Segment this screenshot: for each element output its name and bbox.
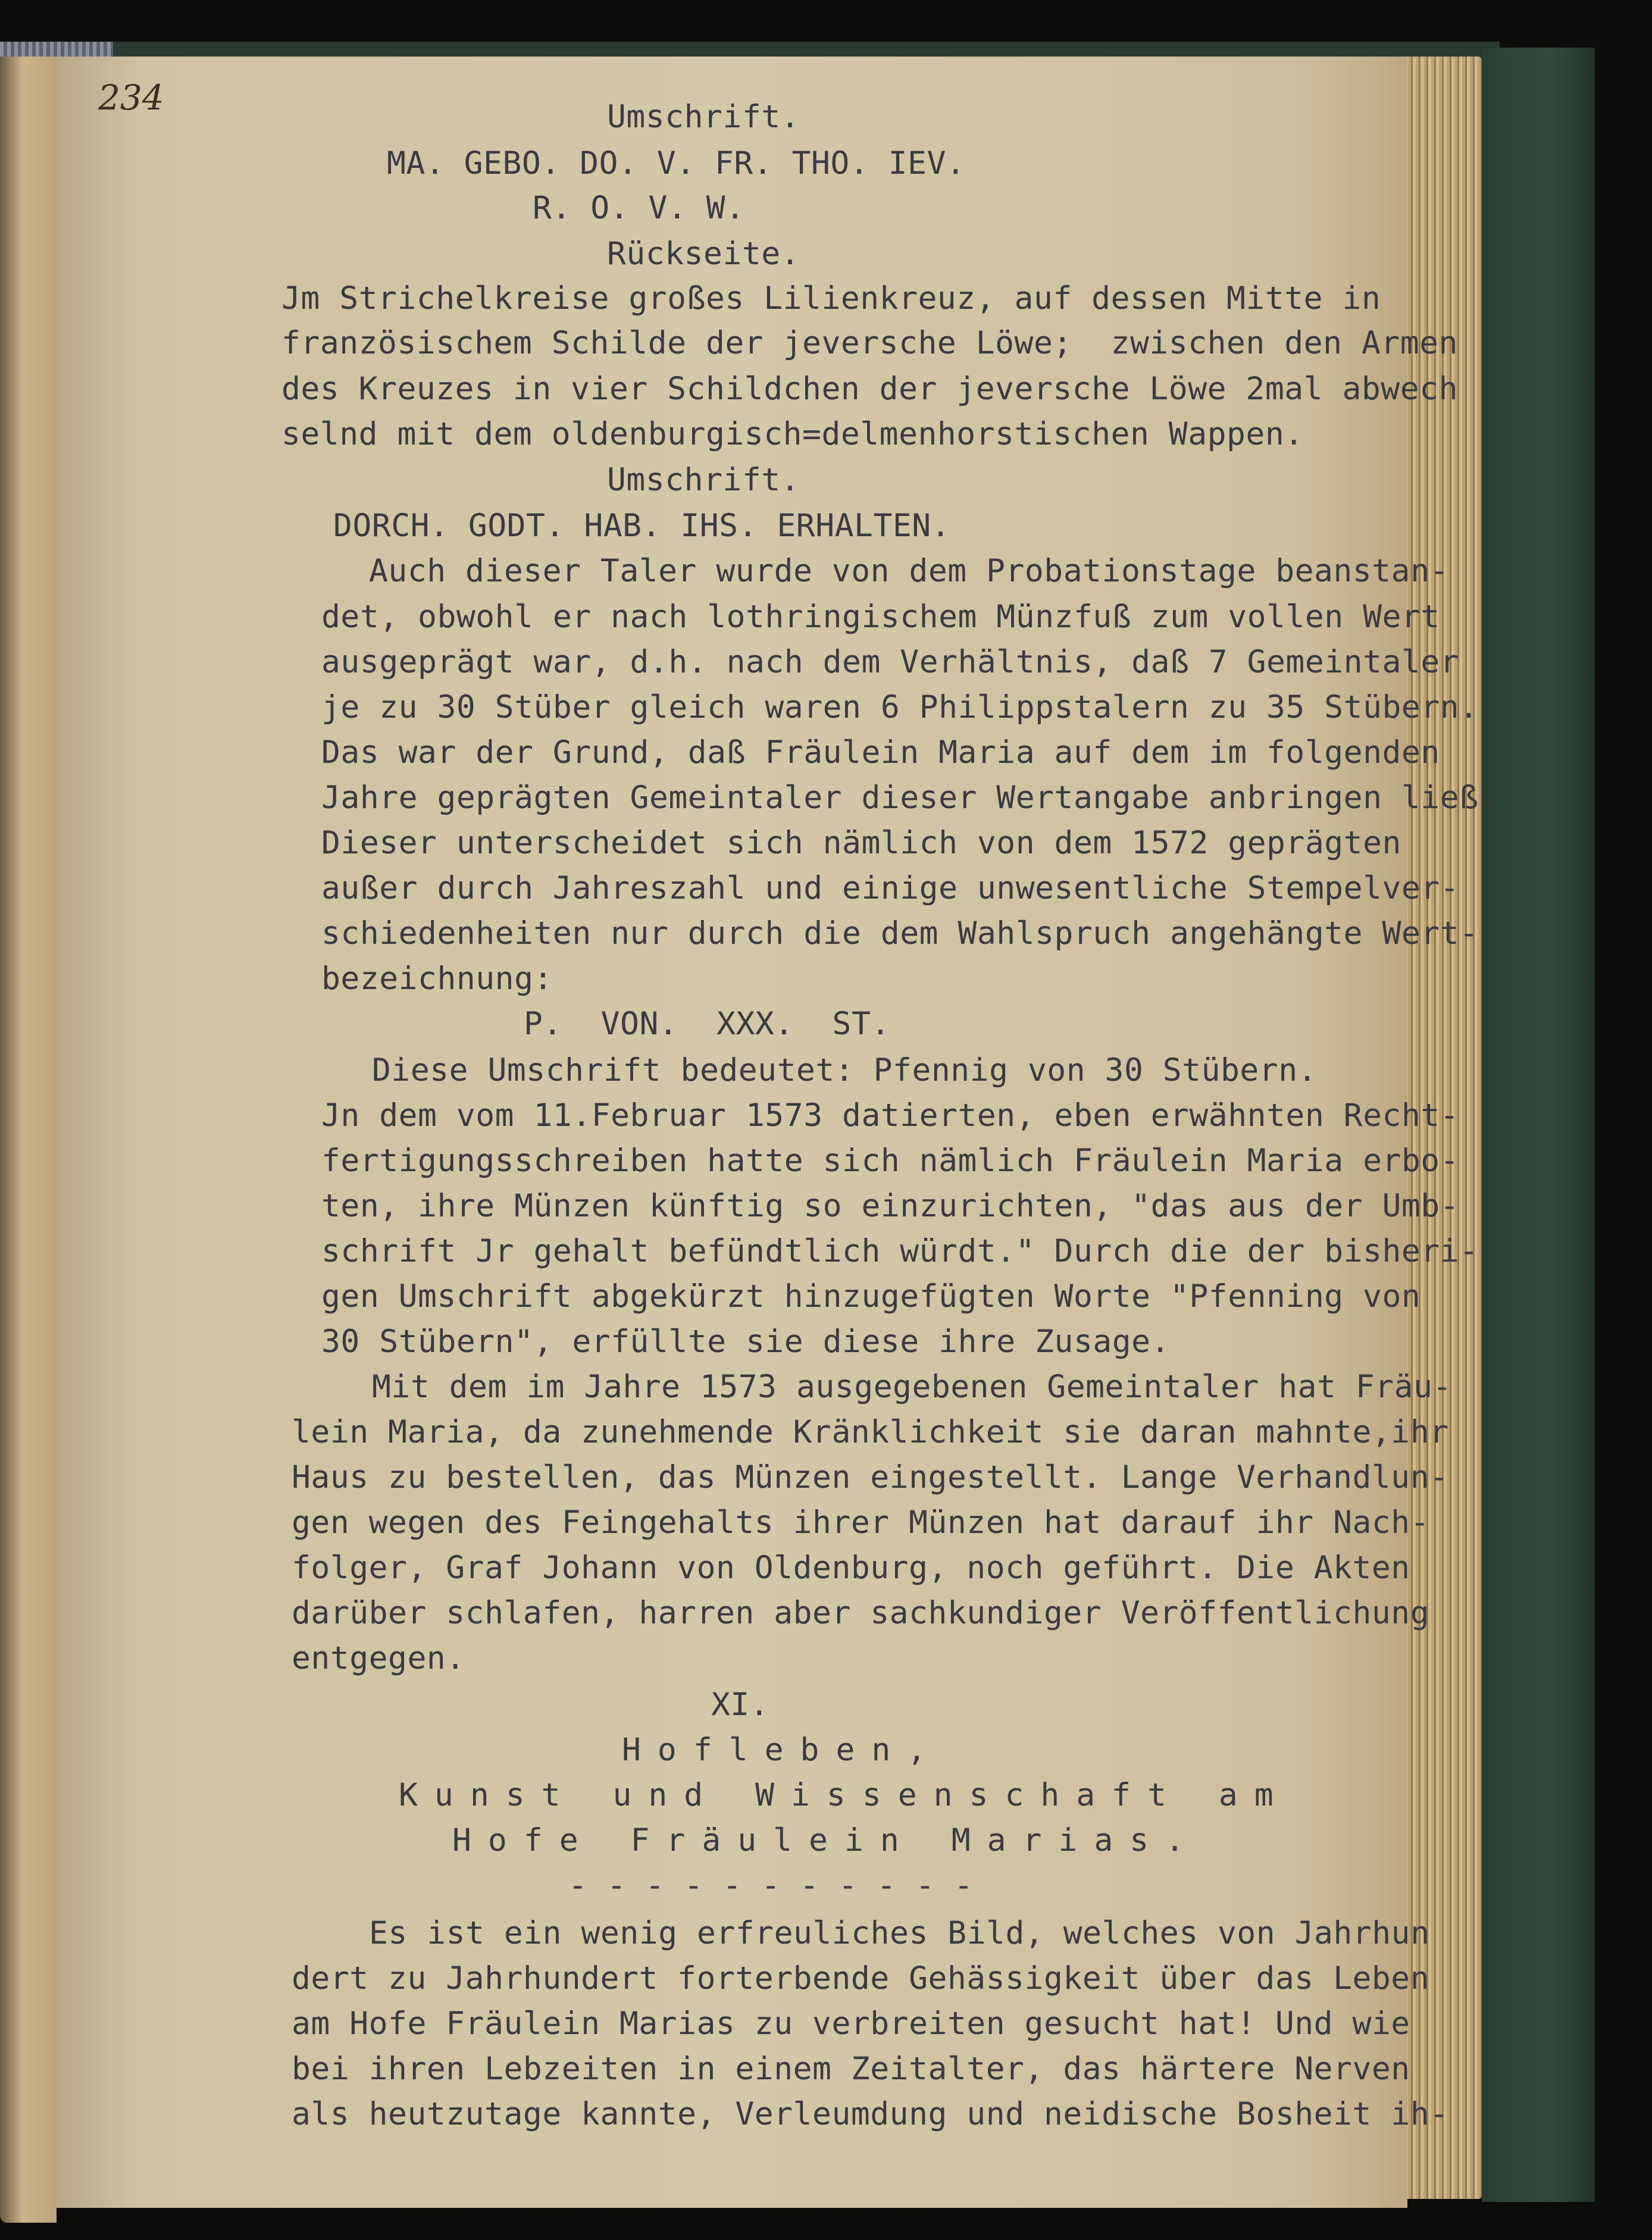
text-line: MA. GEBO. DO. V. FR. THO. IEV. (387, 145, 966, 182)
text-line: bezeichnung: (321, 961, 553, 997)
text-line: entgegen. (292, 1640, 465, 1676)
text-line: ten, ihre Münzen künftig so einzurichten, "das aus der Umb- (321, 1188, 1460, 1224)
heading-umschrift: Umschrift. (607, 462, 800, 498)
text-line: schiedenheiten nur durch die dem Wahlspruch angehängte Wert- (321, 915, 1479, 952)
heading-umschrift: Umschrift. (607, 99, 800, 135)
text-line: Es ist ein wenig erfreuliches Bild, welches von Jahrhun (369, 1915, 1430, 1951)
text-line: außer durch Jahreszahl und einige unwesentliche Stempelver- (321, 870, 1460, 906)
text-line: als heutzutage kannte, Verleumdung und neidische Bosheit ih- (292, 2096, 1449, 2132)
text-line: Jn dem vom 11.Februar 1573 datierten, eben erwähnten Recht- (321, 1097, 1460, 1134)
text-line: Diese Umschrift bedeutet: Pfennig von 30 Stübern. (372, 1052, 1318, 1088)
text-line: selnd mit dem oldenburgisch=delmenhorstischen Wappen. (281, 416, 1304, 452)
text-line: Dieser unterscheidet sich nämlich von dem 1572 geprägten (321, 825, 1401, 861)
text-line: ausgeprägt war, d.h. nach dem Verhältnis, daß 7 Gemeintaler (321, 644, 1460, 680)
heading-rueckseite: Rückseite. (607, 236, 800, 272)
chapter-title-line: Hofleben, (622, 1732, 943, 1768)
text-line: gen wegen des Feingehalts ihrer Münzen hat darauf ihr Nach- (292, 1504, 1430, 1541)
text-line: Jahre geprägten Gemeintaler dieser Wertangabe anbringen ließ. (321, 780, 1498, 816)
text-line: DORCH. GODT. HAB. IHS. ERHALTEN. (333, 508, 951, 544)
text-line: französischem Schilde der jeversche Löwe; zwischen den Armen (281, 325, 1458, 361)
text-line: Haus zu bestellen, das Münzen eingestellt. Lange Verhandlun- (292, 1459, 1449, 1496)
previous-page-edge (0, 57, 57, 2223)
text-line: je zu 30 Stüber gleich waren 6 Philippstalern zu 35 Stübern. (321, 689, 1479, 725)
chapter-number: XI. (711, 1687, 769, 1723)
text-line: P. VON. XXX. ST. (524, 1006, 890, 1042)
text-line: lein Maria, da zunehmende Kränklichkeit sie daran mahnte,ihr (292, 1414, 1449, 1450)
text-line: am Hofe Fräulein Marias zu verbreiten gesucht hat! Und wie (292, 2006, 1410, 2042)
text-line: fertigungsschreiben hatte sich nämlich Fräulein Maria erbo- (321, 1143, 1460, 1179)
chapter-title-line: Hofe Fräulein Marias. (452, 1822, 1202, 1859)
text-line: Das war der Grund, daß Fräulein Maria auf dem im folgenden (321, 734, 1440, 771)
text-line: R. O. V. W. (533, 190, 745, 226)
text-line: gen Umschrift abgekürzt hinzugefügten Worte "Pfenning von (321, 1278, 1421, 1315)
text-line: bei ihren Lebzeiten in einem Zeitalter, das härtere Nerven (292, 2051, 1410, 2087)
text-line: schrift Jr gehalt befündtlich würdt." Durch die der bisheri- (321, 1233, 1479, 1269)
text-line: Mit dem im Jahre 1573 ausgegebenen Gemeintaler hat Fräu- (372, 1369, 1452, 1405)
text-line: Auch dieser Taler wurde von dem Probationstage beanstan- (369, 553, 1449, 589)
text-line: folger, Graf Johann von Oldenburg, noch geführt. Die Akten (292, 1550, 1410, 1586)
text-line: dert zu Jahrhundert forterbende Gehässigkeit über das Leben (292, 1960, 1430, 1997)
chapter-separator: - - - - - - - - - - - (568, 1867, 974, 1904)
text-line: darüber schlafen, harren aber sachkundiger Veröffentlichung (292, 1595, 1430, 1631)
page-number: 234 (98, 77, 164, 118)
text-line: Jm Strichelkreise großes Lilienkreuz, auf dessen Mitte in (281, 280, 1381, 317)
chapter-title-line: Kunst und Wissenschaft am (399, 1777, 1290, 1813)
text-line: 30 Stübern", erfüllte sie diese ihre Zusage. (321, 1324, 1170, 1360)
text-line: det, obwohl er nach lothringischem Münzfuß zum vollen Wert (321, 599, 1440, 635)
text-line: des Kreuzes in vier Schildchen der jeversche Löwe 2mal abwech (281, 371, 1458, 407)
